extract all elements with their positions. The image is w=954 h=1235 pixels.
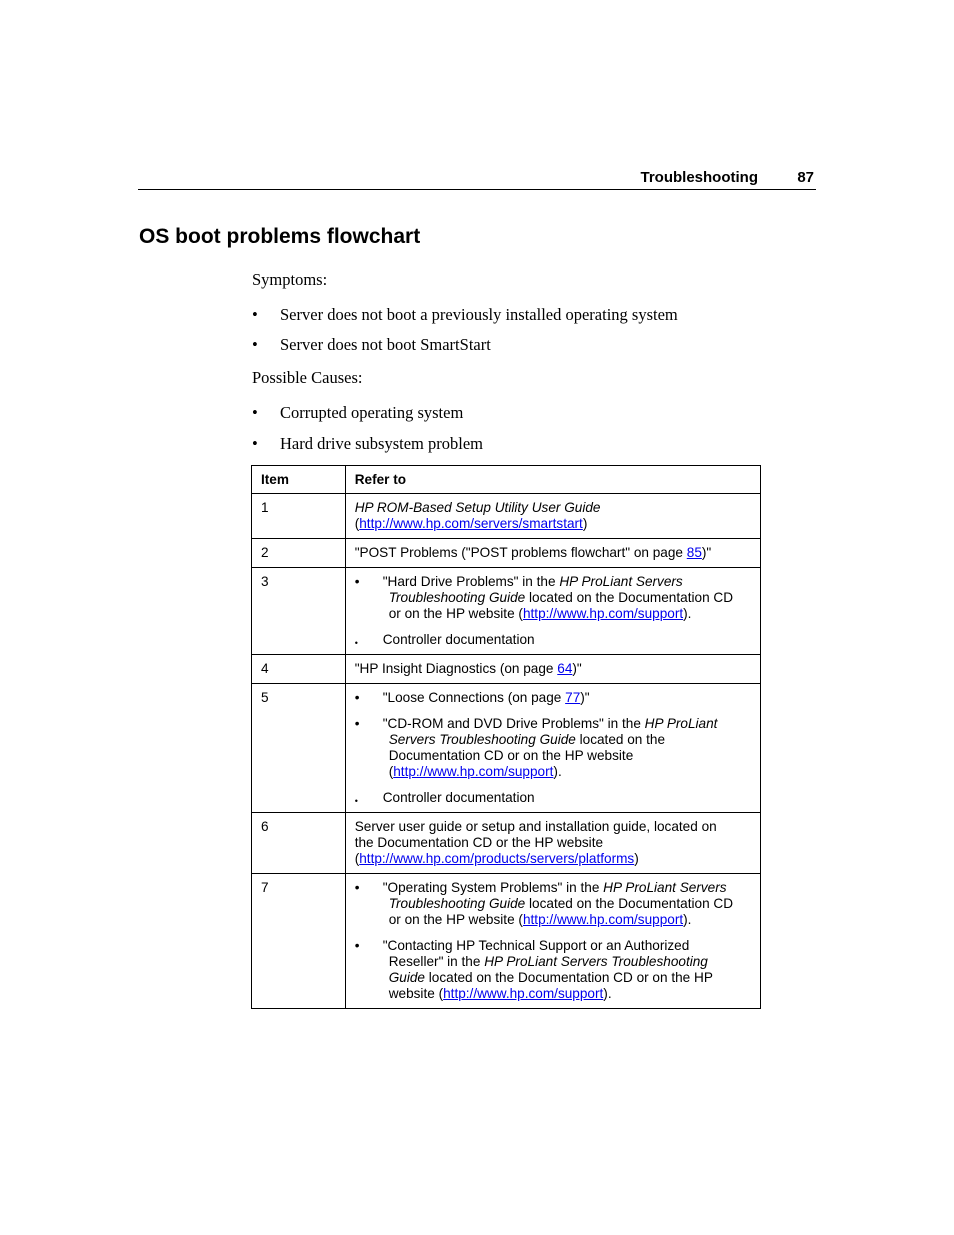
support-link[interactable]: http://www.hp.com/support (393, 764, 554, 779)
table-row (252, 874, 761, 1009)
support-link[interactable]: http://www.hp.com/support (522, 606, 684, 621)
refer-to-cell (345, 874, 760, 1009)
item-number: 6 (252, 813, 346, 874)
table-header-row (252, 466, 761, 494)
support-link[interactable]: http://www.hp.com/support (522, 912, 684, 927)
support-link[interactable]: http://www.hp.com/support (443, 986, 604, 1001)
list-item: • "Hard Drive Problems" in the HP ProLiant Servers Troubleshooting Guide located on the Documentation CD or on the HP website (http://www.hp.com/support). (354, 574, 734, 621)
table-row (252, 494, 761, 539)
item-number: 2 (252, 539, 346, 568)
refer-to-cell: "POST Problems ("POST problems flowchart" on page 85)" (345, 539, 760, 568)
bullet-icon: • (354, 690, 360, 705)
bullet-icon: • (354, 716, 360, 731)
bullet-icon: • (354, 638, 358, 648)
column-header-item: Item (252, 466, 346, 494)
causes-label: Possible Causes: (252, 368, 363, 387)
list-item: • Controller documentation (355, 790, 751, 806)
bullet-icon: • (252, 403, 258, 422)
list-item: • "Operating System Problems" in the HP ProLiant Servers Troubleshooting Guide located on the Documentation CD or on the HP website (http://www.hp.com/support). (354, 880, 734, 927)
header-section-title: Troubleshooting (640, 169, 758, 186)
page-title: OS boot problems flowchart (139, 225, 421, 248)
refer-to-cell: Server user guide or setup and installation guide, located on the Documentation CD or the HP website (http://www.hp.com/products/servers/platforms) (345, 813, 760, 874)
list-item: • "Contacting HP Technical Support or an Authorized Reseller" in the HP ProLiant Servers Troubleshooting Guide located on the Documentation CD or on the HP website (http://www.hp.com/support). (354, 938, 713, 1001)
item-number: 4 (252, 655, 346, 684)
bullet-icon: • (354, 796, 358, 806)
item-number: 5 (252, 684, 346, 813)
list-item: • "CD-ROM and DVD Drive Problems" in the HP ProLiant Servers Troubleshooting Guide located on the Documentation CD or on the HP website (http://www.hp.com/support). (354, 716, 718, 779)
bullet-icon: • (354, 574, 360, 589)
symptoms-label: Symptoms: (252, 270, 328, 289)
page-link[interactable]: 64 (557, 661, 573, 676)
item-number: 7 (252, 874, 346, 1009)
reference-table (251, 465, 761, 1009)
list-item: • "Loose Connections (on page 77)" (354, 690, 590, 705)
refer-to-cell (345, 568, 760, 655)
bullet-icon: • (252, 305, 258, 324)
column-header-refer-to: Refer to (345, 466, 760, 494)
page-link[interactable]: 85 (686, 545, 702, 560)
table-row (252, 568, 761, 655)
guide-title: HP ROM-Based Setup Utility User Guide (354, 500, 601, 515)
refer-to-cell: "HP Insight Diagnostics (on page 64)" (345, 655, 760, 684)
symptom-item: • Server does not boot SmartStart (252, 335, 491, 354)
refer-to-cell (345, 684, 760, 813)
bullet-icon: • (252, 335, 258, 354)
table-row (252, 813, 761, 874)
cause-item: • Corrupted operating system (252, 403, 464, 422)
cause-item: • Hard drive subsystem problem (252, 434, 484, 453)
platforms-link[interactable]: http://www.hp.com/products/servers/platforms (359, 851, 635, 866)
bullet-icon: • (252, 434, 258, 453)
symptom-item: • Server does not boot a previously installed operating system (252, 305, 678, 324)
smartstart-link[interactable]: http://www.hp.com/servers/smartstart (359, 516, 583, 531)
table-row (252, 684, 761, 813)
running-header (138, 168, 816, 190)
page-link[interactable]: 77 (565, 690, 581, 705)
bullet-icon: • (354, 938, 360, 953)
table-row (252, 539, 761, 568)
refer-to-cell: HP ROM-Based Setup Utility User Guide (http://www.hp.com/servers/smartstart) (345, 494, 760, 539)
header-page-number: 87 (797, 169, 814, 186)
bullet-icon: • (354, 880, 360, 895)
item-number: 1 (252, 494, 346, 539)
item-number: 3 (252, 568, 346, 655)
table-row (252, 655, 761, 684)
list-item: • Controller documentation (355, 632, 751, 648)
